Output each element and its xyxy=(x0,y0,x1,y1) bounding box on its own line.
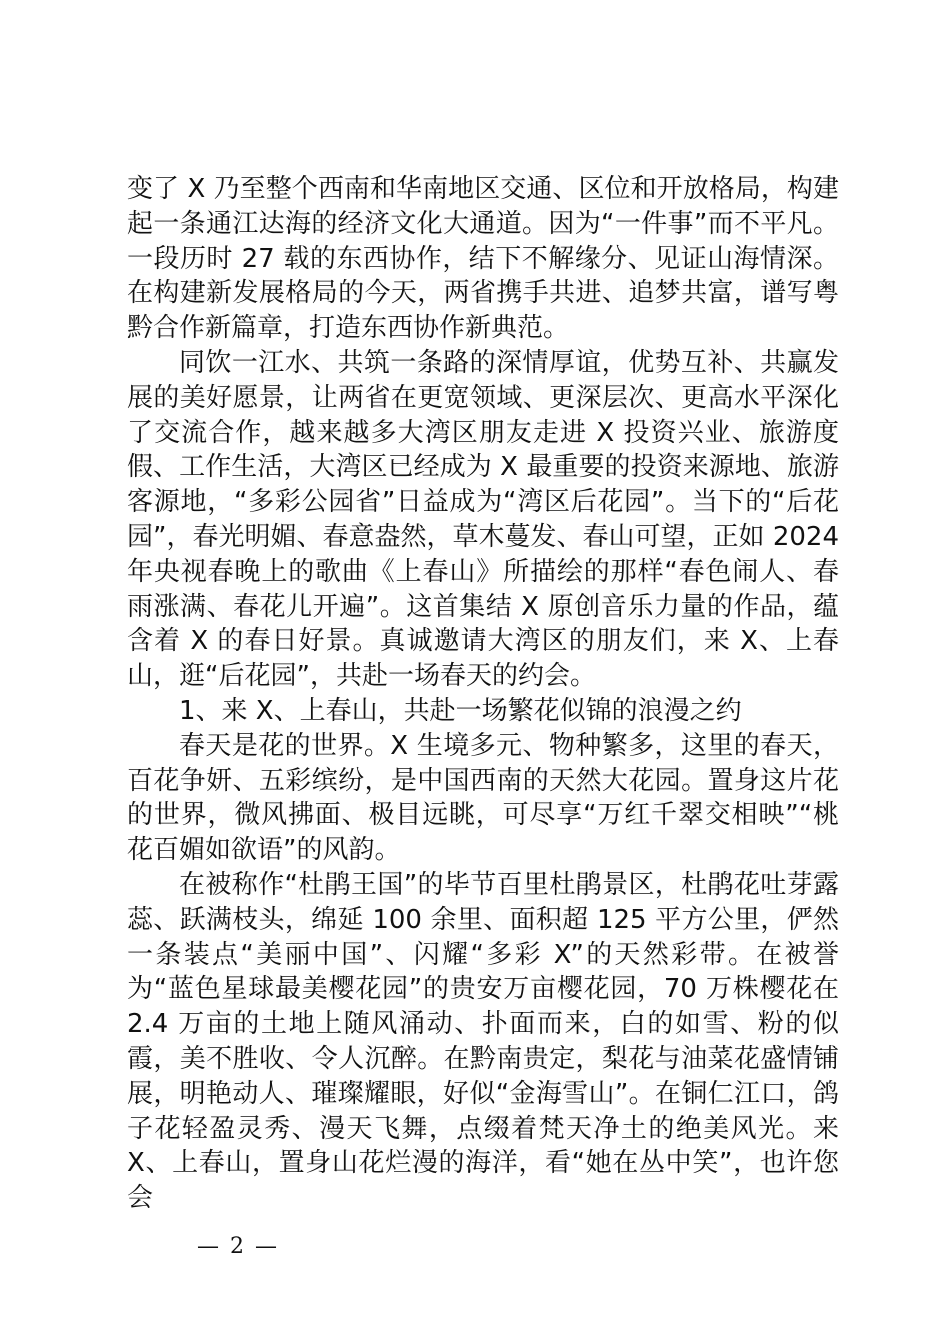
paragraph-1: 变了 X 乃至整个西南和华南地区交通、区位和开放格局，构建起一条通江达海的经济文化大通道。因为“一件事”而不平凡。一段历时 27 载的东西协作，结下不解缘分、见证山海情深。在构建新发展格局的今天，两省携手共进、追梦共富，谱写粤黔合作新篇章，打造东西协作新典范。 xyxy=(127,174,839,344)
paragraph-4: 在被称作“杜鹃王国”的毕节百里杜鹃景区，杜鹃花吐芽露蕊、跃满枝头，绵延 100 余里、面积超 125 平方公里，俨然一条装点“美丽中国”、闪耀“多彩 X”的天然彩带。在被誉为“蓝色星球最美樱花园”的贵安万亩樱花园，70 万株樱花在 2.4 万亩的土地上随风涌动、扑面而来，白的如雪、粉的似霞，美不胜收、令人沉醉。在黔南贵定，梨花与油菜花盛情铺展，明艳动人、璀璨耀眼，好似“金海雪山”。在铜仁江口，鸽子花轻盈灵秀、漫天飞舞，点缀着梵天净土的绝美风光。来 X、上春山，置身山花烂漫的海洋，看“她在丛中笑”，也许您会 xyxy=(127,869,839,1214)
paragraph-3: 春天是花的世界。X 生境多元、物种繁多，这里的春天，百花争妍、五彩缤纷，是中国西南的天然大花园。置身这片花的世界，微风拂面、极目远眺，可尽享“万红千翠交相映”“桃花百媚如欲语”的风韵。 xyxy=(127,730,839,866)
page-number: — 2 — xyxy=(197,1234,279,1259)
section-heading: 1、来 X、上春山，共赴一场繁花似锦的浪漫之约 xyxy=(179,695,742,726)
body-text xyxy=(127,172,839,1216)
paragraph-2: 同饮一江水、共筑一条路的深情厚谊，优势互补、共赢发展的美好愿景，让两省在更宽领域、更深层次、更高水平深化了交流合作，越来越多大湾区朋友走进 X 投资兴业、旅游度假、工作生活，大湾区已经成为 X 最重要的投资来源地、旅游客源地，“多彩公园省”日益成为“湾区后花园”。当下的“后花园”，春光明媚、春意盎然，草木蔓发、春山可望，正如 2024 年央视春晚上的歌曲《上春山》所描绘的那样“春色闹人、春雨涨满、春花儿开遍”。这首集结 X 原创音乐力量的作品，蕴含着 X 的春日好景。真诚邀请大湾区的朋友们，来 X、上春山，逛“后花园”，共赴一场春天的约会。 xyxy=(127,347,839,692)
